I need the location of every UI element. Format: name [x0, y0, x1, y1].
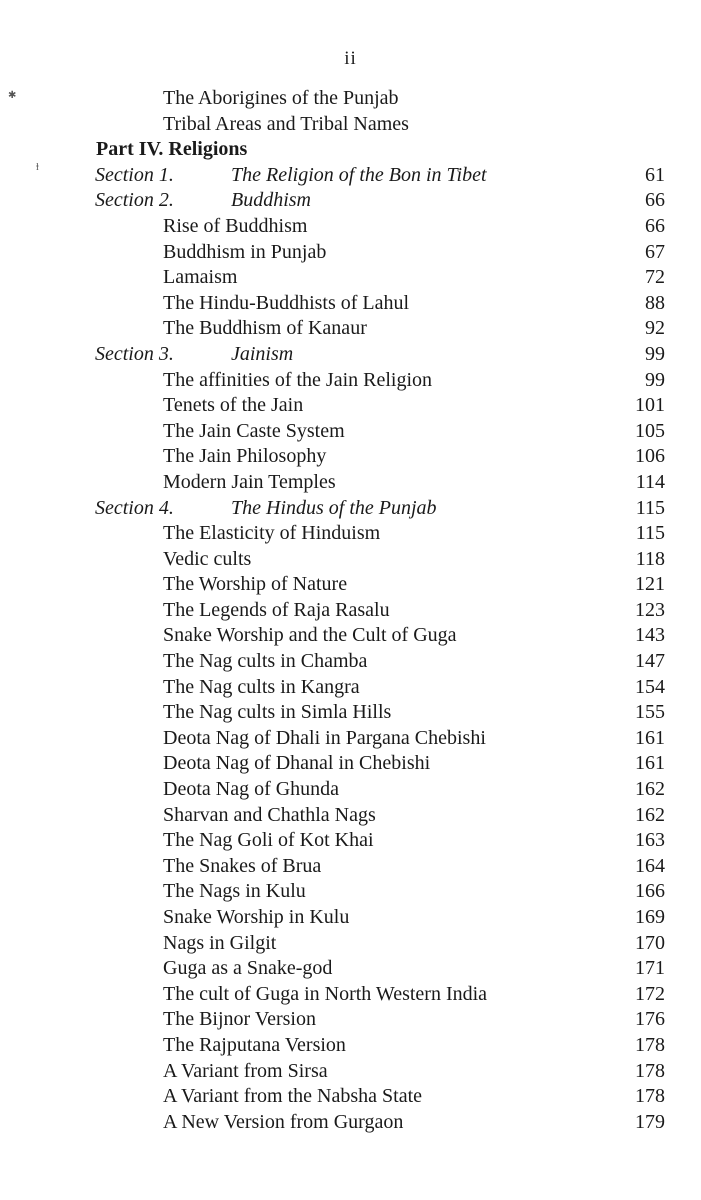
toc-entry-title: The Nag cults in Simla Hills — [163, 701, 392, 724]
toc-entry — [0, 393, 701, 419]
toc-entry-page: 162 — [635, 803, 665, 826]
toc-entry-title: Snake Worship in Kulu — [163, 906, 350, 928]
toc-entry-page: 161 — [635, 752, 665, 775]
toc-entry-page: 169 — [635, 906, 665, 928]
toc-entry-title: A New Version from Gurgaon — [163, 1110, 404, 1133]
toc-entry — [0, 777, 701, 803]
toc-entry-title: The Bijnor Version — [163, 1008, 316, 1031]
toc-entry-title: Sharvan and Chathla Nags — [163, 803, 376, 826]
section-page-number: 66 — [645, 189, 665, 212]
toc-entry-title: A Variant from the Nabsha State — [163, 1085, 423, 1108]
toc-entry — [0, 368, 701, 394]
toc-entry — [0, 828, 701, 854]
toc-entry — [0, 240, 701, 266]
toc-entry-title: Deota Nag of Dhali in Pargana Chebishi — [163, 726, 486, 749]
toc-entry — [0, 112, 701, 138]
toc-entry-page: 72 — [645, 266, 665, 289]
section-title: Jainism — [231, 342, 294, 365]
toc-entry — [0, 316, 701, 342]
toc-entry-title: Tribal Areas and Tribal Names — [163, 112, 409, 135]
toc-entry — [0, 470, 701, 496]
page-number: ii — [344, 48, 357, 69]
toc-entry — [0, 879, 701, 905]
section-label: Section 4. — [95, 496, 174, 519]
part-heading: Part IV. Religions — [96, 138, 248, 161]
toc-entry-title: The Worship of Nature — [163, 573, 348, 596]
toc-entry-page: 115 — [635, 522, 665, 545]
toc-entry-page: 178 — [635, 1033, 665, 1056]
toc-entry-page: 67 — [645, 240, 665, 263]
toc-entry — [0, 521, 701, 547]
toc-entry-title: The Jain Philosophy — [163, 445, 327, 468]
toc-entry-page: 118 — [635, 547, 665, 570]
toc-entry-page: 106 — [635, 445, 665, 468]
section-title: The Hindus of the Punjab — [231, 496, 437, 519]
toc-entry-page: 162 — [635, 778, 665, 801]
toc-entry-page: 163 — [635, 829, 665, 852]
toc-entry-title: Modern Jain Temples — [163, 470, 336, 493]
toc-entry-title: The Nags in Kulu — [163, 880, 306, 903]
toc-entry — [0, 547, 701, 573]
toc-entry — [0, 854, 701, 880]
toc-entry-page: 170 — [635, 931, 665, 954]
toc-entry-page: 101 — [635, 394, 665, 417]
section-page-number: 99 — [645, 342, 665, 365]
toc-entry-title: The Jain Caste System — [163, 419, 345, 442]
toc-entry-title: Rise of Buddhism — [163, 214, 308, 237]
toc-entry-page: 121 — [635, 573, 665, 596]
toc-entry-title: The Rajputana Version — [163, 1033, 346, 1056]
toc-entry-page: 178 — [635, 1085, 665, 1108]
toc-entry — [0, 419, 701, 445]
toc-entry-page: 172 — [635, 982, 665, 1005]
toc-entry — [0, 86, 701, 112]
section-title: Buddhism — [231, 189, 311, 212]
toc-entry-title: Nags in Gilgit — [163, 931, 277, 954]
toc-entry-page: 171 — [635, 957, 665, 980]
toc-entry-page: 114 — [635, 470, 665, 493]
toc-entry-page: 105 — [635, 419, 665, 442]
toc-entry-page: 143 — [635, 624, 665, 647]
toc-entry-title: The Nag cults in Kangra — [163, 675, 360, 698]
toc-entry — [0, 956, 701, 982]
toc-entry — [0, 265, 701, 291]
toc-entry-page: 66 — [645, 214, 665, 237]
toc-entry — [0, 1084, 701, 1110]
toc-entry-page: 123 — [635, 598, 665, 621]
section-label: Section 3. — [95, 342, 174, 365]
toc-entry-title: Snake Worship and the Cult of Guga — [163, 624, 457, 647]
toc-entry-title: A Variant from Sirsa — [163, 1059, 328, 1082]
section-heading-row — [0, 496, 701, 522]
scan-speck: ⱡ — [36, 162, 39, 173]
part-heading-row — [0, 137, 701, 163]
toc-entry-page: 176 — [635, 1008, 665, 1031]
toc-entry-page: 147 — [635, 650, 665, 673]
toc-entry-title: The Aborigines of the Punjab — [163, 87, 399, 109]
toc-entry-page: 88 — [645, 291, 665, 314]
section-heading-row — [0, 188, 701, 214]
toc-entry-title: The Nag Goli of Kot Khai — [163, 829, 374, 852]
toc-entry — [0, 726, 701, 752]
section-page-number: 61 — [645, 163, 665, 186]
toc-entry — [0, 291, 701, 317]
toc-entry-title: Tenets of the Jain — [163, 394, 304, 417]
toc-entry — [0, 444, 701, 470]
toc-entry — [0, 905, 701, 931]
toc-entry-title: The Buddhism of Kanaur — [163, 317, 367, 340]
toc-entry-title: The cult of Guga in North Western India — [163, 982, 488, 1005]
section-label: Section 2. — [95, 189, 174, 212]
scan-speck: ✱ — [8, 90, 17, 101]
toc-entry — [0, 803, 701, 829]
toc-entry-title: Vedic cults — [163, 547, 252, 570]
toc-entry — [0, 1059, 701, 1085]
toc-entry — [0, 700, 701, 726]
toc-entry — [0, 623, 701, 649]
section-heading-row — [0, 163, 701, 189]
section-label: Section 1. — [95, 163, 174, 186]
toc-entry-title: The Hindu-Buddhists of Lahul — [163, 291, 410, 314]
toc-entry-page: 179 — [635, 1110, 665, 1133]
toc-entry-page: 155 — [635, 701, 665, 724]
toc-entry — [0, 982, 701, 1008]
toc-entry-title: The Elasticity of Hinduism — [163, 522, 381, 545]
toc-entry — [0, 675, 701, 701]
toc-entry — [0, 598, 701, 624]
toc-entry-page: 166 — [635, 880, 665, 903]
toc-entry-page: 92 — [645, 317, 665, 340]
toc-entry-title: The Snakes of Brua — [163, 854, 322, 877]
toc-entry — [0, 572, 701, 598]
section-title: The Religion of the Bon in Tibet — [231, 163, 487, 186]
toc-entry — [0, 1007, 701, 1033]
section-heading-row — [0, 342, 701, 368]
toc-entry-title: Buddhism in Punjab — [163, 240, 327, 263]
toc-entry-title: The Legends of Raja Rasalu — [163, 598, 390, 621]
toc-entry-page: 164 — [635, 854, 665, 877]
toc-entry — [0, 751, 701, 777]
toc-entry-title: Guga as a Snake-god — [163, 957, 333, 980]
toc-entry-title: Deota Nag of Dhanal in Chebishi — [163, 752, 431, 775]
section-page-number: 115 — [635, 496, 665, 519]
toc-entry-page: 154 — [635, 675, 665, 698]
toc-entry-page: 99 — [645, 368, 665, 391]
table-of-contents — [0, 86, 701, 1135]
toc-entry — [0, 649, 701, 675]
toc-entry-page: 161 — [635, 726, 665, 749]
toc-entry-title: Deota Nag of Ghunda — [163, 778, 340, 801]
toc-entry-title: Lamaism — [163, 266, 238, 289]
toc-entry — [0, 1033, 701, 1059]
toc-entry-title: The Nag cults in Chamba — [163, 650, 368, 673]
toc-entry — [0, 214, 701, 240]
toc-entry-page: 178 — [635, 1059, 665, 1082]
toc-entry — [0, 1110, 701, 1136]
toc-entry — [0, 931, 701, 957]
toc-entry-title: The affinities of the Jain Religion — [163, 368, 433, 391]
